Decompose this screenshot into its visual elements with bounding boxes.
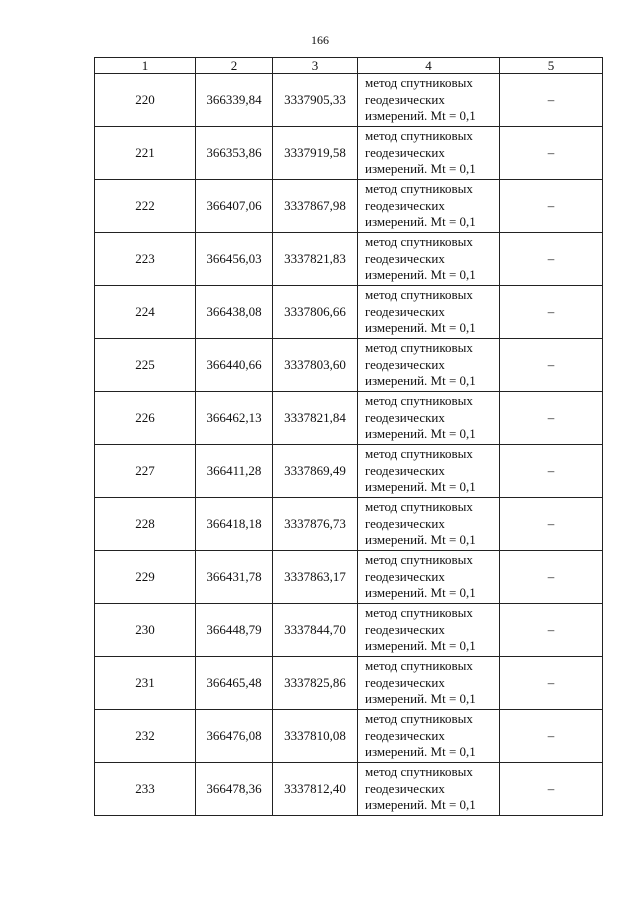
note-cell: – [500,339,603,392]
method-text-line-1: метод спутниковых [365,658,473,674]
note-cell: – [500,604,603,657]
method-text-line-2: геодезических [365,780,445,796]
x-coordinate-cell: 366478,36 [196,763,273,816]
method-cell [358,604,500,657]
method-text-line-1: метод спутниковых [365,234,473,250]
method-text-line-3: измерений. Mt = 0,1 [365,267,476,283]
table-row [95,127,603,180]
x-coordinate-cell: 366448,79 [196,604,273,657]
y-coordinate-cell: 3337869,49 [273,445,358,498]
y-coordinate-cell: 3337821,83 [273,233,358,286]
method-text-line-2: геодезических [365,568,445,584]
y-coordinate-cell: 3337867,98 [273,180,358,233]
table-row [95,604,603,657]
method-text-line-3: измерений. Mt = 0,1 [365,585,476,601]
method-text-line-3: измерений. Mt = 0,1 [365,479,476,495]
x-coordinate-cell: 366465,48 [196,657,273,710]
header-row [95,58,603,74]
method-text-line-3: измерений. Mt = 0,1 [365,108,476,124]
point-number-cell: 228 [95,498,196,551]
method-text-line-3: измерений. Mt = 0,1 [365,797,476,813]
method-text-line-2: геодезических [365,356,445,372]
table-row [95,180,603,233]
method-text-line-3: измерений. Mt = 0,1 [365,426,476,442]
method-text-line-2: геодезических [365,621,445,637]
point-number-cell: 222 [95,180,196,233]
method-text-line-2: геодезических [365,250,445,266]
point-number-cell: 232 [95,710,196,763]
note-cell: – [500,233,603,286]
table-row [95,74,603,127]
y-coordinate-cell: 3337806,66 [273,286,358,339]
table-row [95,498,603,551]
y-coordinate-cell: 3337905,33 [273,74,358,127]
method-text-line-3: измерений. Mt = 0,1 [365,214,476,230]
method-text-line-3: измерений. Mt = 0,1 [365,691,476,707]
table-row [95,551,603,604]
x-coordinate-cell: 366353,86 [196,127,273,180]
method-cell [358,763,500,816]
x-coordinate-cell: 366440,66 [196,339,273,392]
column-header-5: 5 [500,58,603,74]
x-coordinate-cell: 366476,08 [196,710,273,763]
y-coordinate-cell: 3337810,08 [273,710,358,763]
table-row [95,763,603,816]
x-coordinate-cell: 366462,13 [196,392,273,445]
point-number-cell: 221 [95,127,196,180]
method-text-line-1: метод спутниковых [365,128,473,144]
note-cell: – [500,710,603,763]
method-text-line-3: измерений. Mt = 0,1 [365,532,476,548]
table-row [95,233,603,286]
note-cell: – [500,498,603,551]
table-row [95,445,603,498]
method-cell [358,74,500,127]
table-body [95,74,603,816]
y-coordinate-cell: 3337821,84 [273,392,358,445]
method-text-line-2: геодезических [365,727,445,743]
method-text-line-1: метод спутниковых [365,446,473,462]
table-row [95,392,603,445]
point-number-cell: 227 [95,445,196,498]
method-text-line-2: геодезических [365,91,445,107]
x-coordinate-cell: 366431,78 [196,551,273,604]
method-cell [358,657,500,710]
x-coordinate-cell: 366456,03 [196,233,273,286]
x-coordinate-cell: 366438,08 [196,286,273,339]
method-text-line-3: измерений. Mt = 0,1 [365,373,476,389]
column-header-4: 4 [358,58,500,74]
point-number-cell: 233 [95,763,196,816]
method-text-line-1: метод спутниковых [365,552,473,568]
point-number-cell: 224 [95,286,196,339]
method-cell [358,551,500,604]
page-number: 166 [311,33,329,47]
method-text-line-2: геодезических [365,303,445,319]
method-text-line-3: измерений. Mt = 0,1 [365,744,476,760]
y-coordinate-cell: 3337863,17 [273,551,358,604]
method-text-line-2: геодезических [365,462,445,478]
table-row [95,339,603,392]
point-number-cell: 226 [95,392,196,445]
method-text-line-1: метод спутниковых [365,287,473,303]
method-text-line-2: геодезических [365,674,445,690]
y-coordinate-cell: 3337876,73 [273,498,358,551]
column-header-2: 2 [196,58,273,74]
column-header-1: 1 [95,58,196,74]
method-text-line-1: метод спутниковых [365,499,473,515]
y-coordinate-cell: 3337919,58 [273,127,358,180]
method-text-line-1: метод спутниковых [365,393,473,409]
point-number-cell: 225 [95,339,196,392]
note-cell: – [500,551,603,604]
point-number-cell: 220 [95,74,196,127]
table-row [95,657,603,710]
point-number-cell: 231 [95,657,196,710]
note-cell: – [500,763,603,816]
method-cell [358,339,500,392]
note-cell: – [500,127,603,180]
table-row [95,710,603,763]
coordinates-table [94,57,603,816]
x-coordinate-cell: 366418,18 [196,498,273,551]
method-text-line-2: геодезических [365,144,445,160]
method-cell [358,180,500,233]
table-header [95,58,603,74]
table-row [95,286,603,339]
method-cell [358,445,500,498]
y-coordinate-cell: 3337844,70 [273,604,358,657]
note-cell: – [500,286,603,339]
method-text-line-2: геодезических [365,409,445,425]
method-cell [358,286,500,339]
method-cell [358,392,500,445]
x-coordinate-cell: 366411,28 [196,445,273,498]
point-number-cell: 223 [95,233,196,286]
method-cell [358,127,500,180]
method-text-line-1: метод спутниковых [365,764,473,780]
note-cell: – [500,657,603,710]
note-cell: – [500,392,603,445]
method-text-line-2: геодезических [365,197,445,213]
method-text-line-1: метод спутниковых [365,75,473,91]
x-coordinate-cell: 366407,06 [196,180,273,233]
y-coordinate-cell: 3337812,40 [273,763,358,816]
point-number-cell: 230 [95,604,196,657]
column-header-3: 3 [273,58,358,74]
method-text-line-3: измерений. Mt = 0,1 [365,161,476,177]
note-cell: – [500,180,603,233]
note-cell: – [500,445,603,498]
method-text-line-3: измерений. Mt = 0,1 [365,320,476,336]
method-text-line-3: измерений. Mt = 0,1 [365,638,476,654]
point-number-cell: 229 [95,551,196,604]
method-cell [358,233,500,286]
method-text-line-1: метод спутниковых [365,181,473,197]
method-text-line-1: метод спутниковых [365,605,473,621]
method-text-line-2: геодезических [365,515,445,531]
method-cell [358,710,500,763]
method-text-line-1: метод спутниковых [365,340,473,356]
method-cell [358,498,500,551]
y-coordinate-cell: 3337825,86 [273,657,358,710]
x-coordinate-cell: 366339,84 [196,74,273,127]
y-coordinate-cell: 3337803,60 [273,339,358,392]
method-text-line-1: метод спутниковых [365,711,473,727]
note-cell: – [500,74,603,127]
